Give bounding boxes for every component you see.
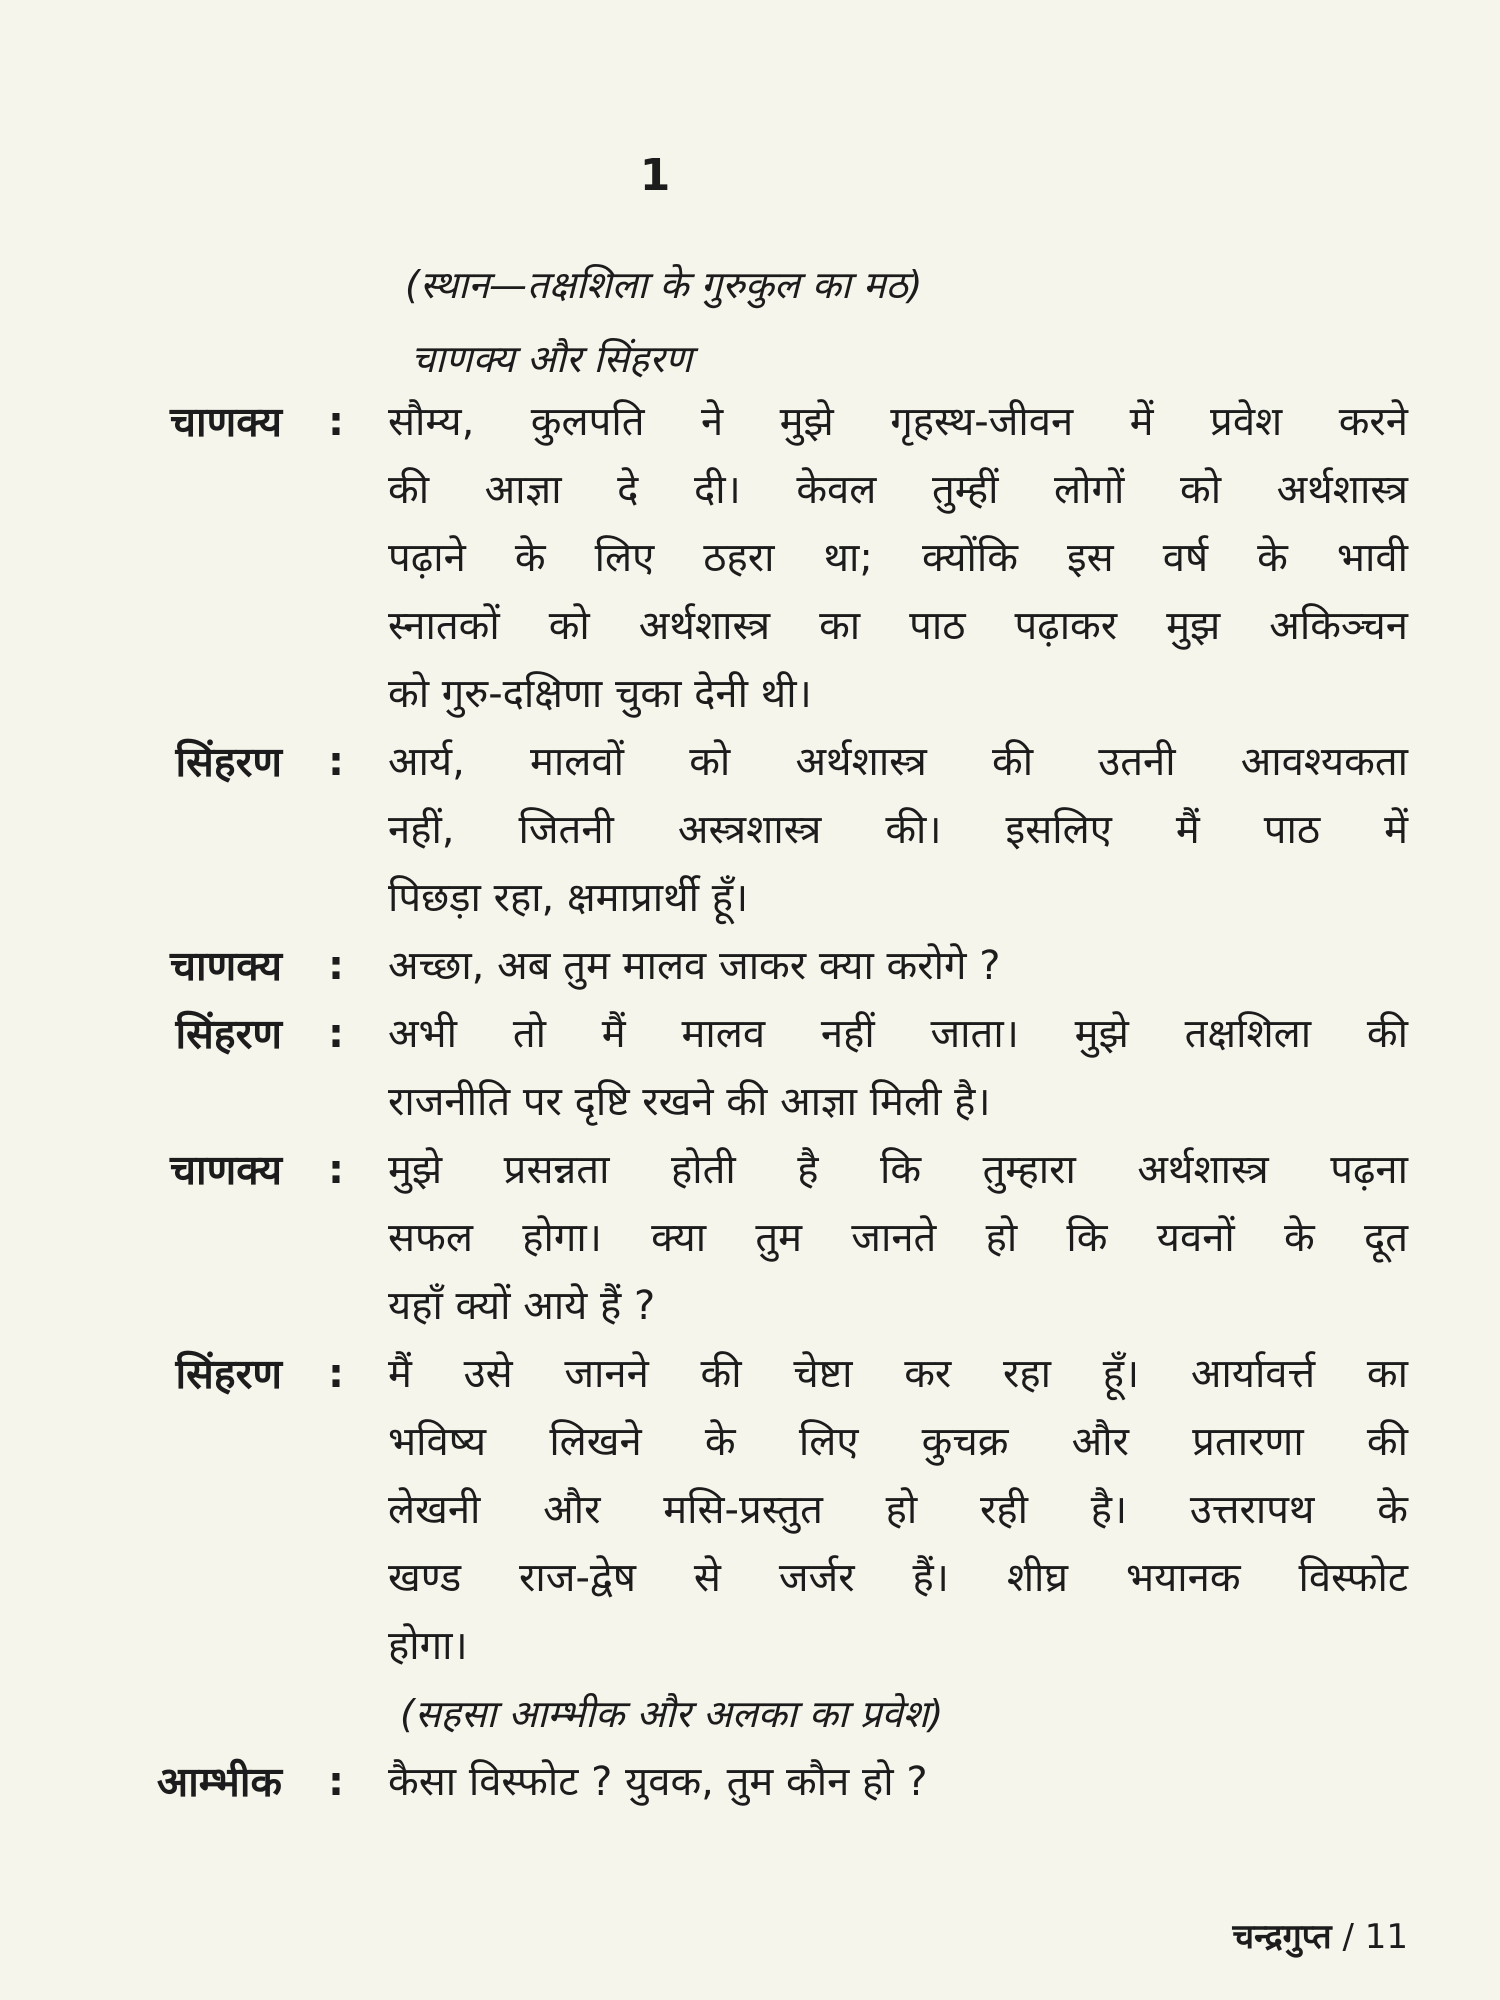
dialogue-row [0, 1544, 1500, 1612]
dialogue-line: नहीं, जितनी अस्त्रशास्त्र की। इसलिए मैं पाठ में [388, 807, 1408, 853]
dialogue-row [0, 864, 1500, 932]
dialogue-line: खण्ड राज-द्वेष से जर्जर हैं। शीघ्र भयानक विस्फोट [388, 1555, 1408, 1601]
speaker-colon: : [328, 1147, 344, 1193]
dialogue-row [0, 1476, 1500, 1544]
dialogue-line: मैं उसे जानने की चेष्टा कर रहा हूँ। आर्यावर्त्त का [388, 1351, 1408, 1397]
dialogue-line: को गुरु-दक्षिणा चुका देनी थी। [388, 671, 812, 717]
dialogue-row [0, 1612, 1500, 1680]
dialogue-row [0, 592, 1500, 660]
dialogue-line: पिछड़ा रहा, क्षमाप्रार्थी हूँ। [388, 875, 749, 921]
stage-direction: (स्थान—तक्षशिला के गुरुकुल का मठ) [405, 263, 923, 307]
book-title: चन्द्रगुप्त [1232, 1917, 1332, 1957]
dialogue-line: अच्छा, अब तुम मालव जाकर क्या करोगे ? [388, 943, 1001, 989]
dialogue-row [0, 1272, 1500, 1340]
speaker-name: चाणक्य [169, 1146, 282, 1194]
dialogue-row [0, 456, 1500, 524]
dialogue-line: अभी तो मैं मालव नहीं जाता। मुझे तक्षशिला की [388, 1011, 1408, 1057]
dialogue-line: कैसा विस्फोट ? युवक, तुम कौन हो ? [388, 1759, 928, 1805]
dialogue-row [0, 1748, 1500, 1816]
speaker-name: आम्भीक [156, 1758, 282, 1806]
dialogue-row [0, 1340, 1500, 1408]
dialogue-row [0, 1000, 1500, 1068]
dialogue-line: राजनीति पर दृष्टि रखने की आज्ञा मिली है। [388, 1079, 991, 1125]
speaker-colon: : [328, 943, 344, 989]
dialogue-line: यहाँ क्यों आये हैं ? [388, 1283, 656, 1329]
characters-present: चाणक्य और सिंहरण [411, 337, 693, 381]
dialogue-row [0, 728, 1500, 796]
page-number: / 11 [1342, 1917, 1408, 1957]
stage-direction-row [0, 1680, 1500, 1748]
speaker-name: चाणक्य [169, 942, 282, 990]
dialogue-line: होगा। [388, 1623, 468, 1669]
dialogue-row [0, 524, 1500, 592]
speaker-name: सिंहरण [175, 1010, 282, 1058]
speaker-name: सिंहरण [175, 738, 282, 786]
dialogue-line: लेखनी और मसि-प्रस्तुत हो रही है। उत्तरापथ के [388, 1487, 1408, 1533]
dialogue-line: भविष्य लिखने के लिए कुचक्र और प्रतारणा की [388, 1419, 1408, 1465]
dialogue-row [0, 388, 1500, 456]
speaker-name: चाणक्य [169, 398, 282, 446]
dialogue-line: आर्य, मालवों को अर्थशास्त्र की उतनी आवश्यकता [388, 739, 1408, 785]
dialogue-row [0, 660, 1500, 728]
dialogue-row [0, 1408, 1500, 1476]
dialogue-line: पढ़ाने के लिए ठहरा था; क्योंकि इस वर्ष के भावी [388, 535, 1408, 581]
speaker-colon: : [328, 1011, 344, 1057]
dialogue-row [0, 932, 1500, 1000]
speaker-colon: : [328, 399, 344, 445]
page-footer [1233, 1912, 1409, 1958]
scene-number: 1 [639, 150, 671, 201]
speaker-name: सिंहरण [175, 1350, 282, 1398]
dialogue-row [0, 1204, 1500, 1272]
dialogue-block [0, 388, 1500, 1816]
dialogue-line: मुझे प्रसन्नता होती है कि तुम्हारा अर्थशास्त्र पढ़ना [388, 1147, 1408, 1193]
dialogue-line: सफल होगा। क्या तुम जानते हो कि यवनों के दूत [388, 1215, 1408, 1261]
speaker-colon: : [328, 1759, 344, 1805]
dialogue-line: स्नातकों को अर्थशास्त्र का पाठ पढ़ाकर मुझ अकिञ्चन [388, 603, 1408, 649]
stage-direction-entry: (सहसा आम्भीक और अलका का प्रवेश) [400, 1692, 944, 1736]
dialogue-line: की आज्ञा दे दी। केवल तुम्हीं लोगों को अर्थशास्त्र [388, 467, 1408, 513]
dialogue-row [0, 1068, 1500, 1136]
dialogue-row [0, 796, 1500, 864]
speaker-colon: : [328, 1351, 344, 1397]
dialogue-row [0, 1136, 1500, 1204]
speaker-colon: : [328, 739, 344, 785]
dialogue-line: सौम्य, कुलपति ने मुझे गृहस्थ-जीवन में प्रवेश करने [388, 399, 1408, 445]
